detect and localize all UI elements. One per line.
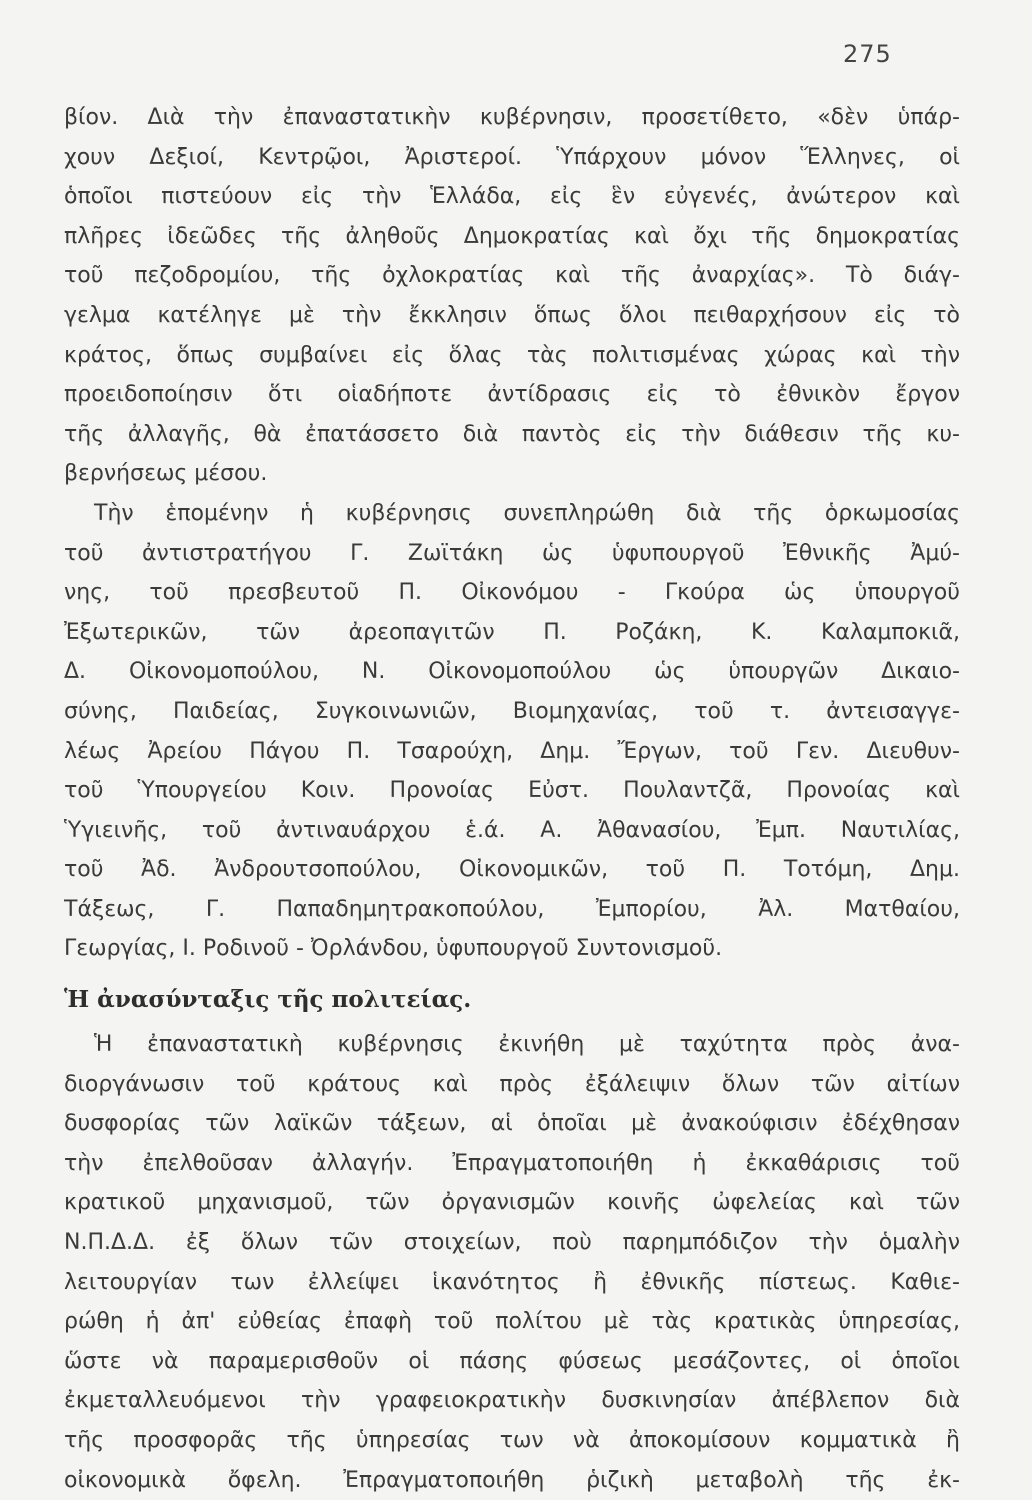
section-heading: Ἡ ἀνασύνταξις τῆς πολιτείας. (64, 986, 472, 1014)
text-line: τοῦ Ἀδ. Ἀνδρουτσοπούλου, Οἰκονομικῶν, τοῦ Π. Τοτόμη, Δημ. (64, 857, 960, 883)
body-text (64, 98, 960, 1500)
text-line: ὥστε νὰ παραμερισθοῦν οἱ πάσης φύσεως μεσάζοντες, οἱ ὁποῖοι (64, 1348, 960, 1374)
text-line: τῆς ἀλλαγῆς, θὰ ἐπατάσσετο διὰ παντὸς εἰς τὴν διάθεσιν τῆς κυ- (64, 421, 960, 447)
text-line: κρατικοῦ μηχανισμοῦ, τῶν ὀργανισμῶν κοινῆς ὠφελείας καὶ τῶν (64, 1190, 960, 1216)
text-line: λέως Ἀρείου Πάγου Π. Τσαρούχη, Δημ. Ἔργων, τοῦ Γεν. Διευθυν- (64, 738, 960, 764)
text-line: Τὴν ἑπομένην ἡ κυβέρνησις συνεπληρώθη διὰ τῆς ὁρκωμοσίας (94, 500, 960, 526)
text-line: γελμα κατέληγε μὲ τὴν ἔκκλησιν ὅπως ὅλοι πειθαρχήσουν εἰς τὸ (64, 302, 960, 328)
paragraph-3 (64, 1025, 960, 1500)
text-line: τοῦ ἀντιστρατήγου Γ. Ζωϊτάκη ὡς ὑφυπουργοῦ Ἐθνικῆς Ἀμύ- (64, 540, 960, 566)
text-line: Ἐξωτερικῶν, τῶν ἀρεοπαγιτῶν Π. Ροζάκη, Κ. Καλαμποκιᾶ, (64, 619, 960, 645)
section-heading-block (64, 979, 960, 1021)
text-line: Ὑγιεινῆς, τοῦ ἀντιναυάρχου ἑ.ά. Α. Ἀθανασίου, Ἐμπ. Ναυτιλίας, (64, 817, 960, 843)
text-line: οἰκονομικὰ ὄφελη. Ἐπραγματοποιήθη ῥιζικὴ μεταβολὴ τῆς ἐκ- (64, 1467, 960, 1493)
text-line: Δ. Οἰκονομοπούλου, Ν. Οἰκονομοπούλου ὡς ὑπουργῶν Δικαιο- (64, 659, 960, 685)
text-line: βίον. Διὰ τὴν ἐπαναστατικὴν κυβέρνησιν, προσετίθετο, «δὲν ὑπάρ- (64, 105, 960, 130)
text-line: προειδοποίησιν ὅτι οἱαδήποτε ἀντίδρασις εἰς τὸ ἐθνικὸν ἔργον (64, 382, 960, 408)
text-line: Τάξεως, Γ. Παπαδημητρακοπούλου, Ἐμπορίου, Ἀλ. Ματθαίου, (64, 896, 960, 922)
text-line: λειτουργίαν των ἐλλείψει ἱκανότητος ἢ ἐθνικῆς πίστεως. Καθιε- (64, 1269, 960, 1295)
text-line: βερνήσεως μέσου. (64, 461, 268, 487)
text-line: κράτος, ὅπως συμβαίνει εἰς ὅλας τὰς πολιτισμένας χώρας καὶ τὴν (64, 342, 960, 368)
text-line: ὁποῖοι πιστεύουν εἰς τὴν Ἑλλάδα, εἰς ἓν εὐγενές, ἀνώτερον καὶ (64, 184, 960, 210)
page-number: 275 (843, 40, 892, 68)
text-line: Γεωργίας, Ι. Ροδινοῦ - Ὀρλάνδου, ὑφυπουργοῦ Συντονισμοῦ. (64, 936, 723, 962)
text-line: πλῆρες ἰδεῶδες τῆς ἀληθοῦς Δημοκρατίας καὶ ὄχι τῆς δημοκρατίας (64, 223, 960, 249)
paragraph-2 (64, 494, 960, 969)
text-line: δυσφορίας τῶν λαϊκῶν τάξεων, αἱ ὁποῖαι μὲ ἀνακούφισιν ἐδέχθησαν (64, 1111, 960, 1137)
paragraph-1 (64, 98, 960, 494)
text-line: ἐκμεταλλευόμενοι τὴν γραφειοκρατικὴν δυσκινησίαν ἀπέβλεπον διὰ (64, 1388, 960, 1414)
text-line: τῆς προσφορᾶς τῆς ὑπηρεσίας των νὰ ἀποκομίσουν κομματικὰ ἢ (64, 1428, 960, 1453)
text-line: διοργάνωσιν τοῦ κράτους καὶ πρὸς ἐξάλειψιν ὅλων τῶν αἰτίων (64, 1071, 960, 1097)
text-line: χουν Δεξιοί, Κεντρῷοι, Ἀριστεροί. Ὑπάρχουν μόνον Ἕλληνες, οἱ (64, 144, 960, 170)
text-line: τοῦ Ὑπουργείου Κοιν. Προνοίας Εὐστ. Πουλαντζᾶ, Προνοίας καὶ (64, 778, 960, 804)
text-line: νης, τοῦ πρεσβευτοῦ Π. Οἰκονόμου - Γκούρα ὡς ὑπουργοῦ (64, 580, 960, 606)
text-line: τὴν ἐπελθοῦσαν ἀλλαγήν. Ἐπραγματοποιήθη ἡ ἐκκαθάρισις τοῦ (64, 1150, 960, 1176)
text-line: ρώθη ἡ ἀπ' εὐθείας ἐπαφὴ τοῦ πολίτου μὲ τὰς κρατικὰς ὑπηρεσίας, (64, 1309, 960, 1335)
text-line: Ν.Π.Δ.Δ. ἐξ ὅλων τῶν στοιχείων, ποὺ παρημπόδιζον τὴν ὁμαλὴν (64, 1230, 960, 1256)
text-line: Ἡ ἐπαναστατικὴ κυβέρνησις ἐκινήθη μὲ ταχύτητα πρὸς ἀνα- (94, 1032, 960, 1058)
text-line: τοῦ πεζοδρομίου, τῆς ὀχλοκρατίας καὶ τῆς ἀναρχίας». Τὸ διάγ- (64, 263, 960, 289)
text-line: σύνης, Παιδείας, Συγκοινωνιῶν, Βιομηχανίας, τοῦ τ. ἀντεισαγγε- (64, 698, 960, 724)
